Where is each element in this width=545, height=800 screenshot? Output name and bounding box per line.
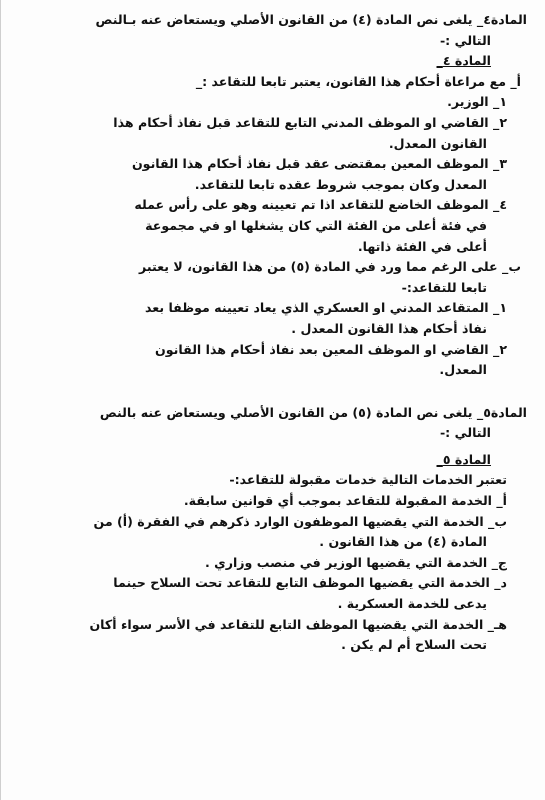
section4-para-b-l2: تابعا للتقاعد:- — [401, 279, 487, 295]
section4-b-item1-l1: ١_ المتقاعد المدني او العسكري الذي يعاد تعيينه موظفا بعد — [144, 300, 507, 316]
section4-a-item3-l1: ٣_ الموظف المعين بمقتضى عقد قبل نفاذ أحكام هذا القانون — [131, 156, 507, 172]
section4-heading: المادة ٤_ — [436, 53, 491, 69]
section5-item-b-l1: ب_ الخدمة التي يقضيها الموظفون الوارد ذكرهم في الفقرة (أ) من — [93, 513, 507, 529]
section5-heading-wrap — [23, 450, 527, 471]
section4-a-item1: ١_ الوزير. — [447, 94, 507, 110]
section5-lead: تعتبر الخدمات التالية خدمات مقبولة للتقاعد:- — [229, 472, 507, 488]
section4-b-item2-l2: المعدل. — [439, 362, 487, 378]
section4-para-a: أ_ مع مراعاة أحكام هذا القانون، يعتبر تابعا للتقاعد :_ — [195, 73, 521, 89]
section5-intro-line1: المادة٥_ يلغى نص المادة (٥) من القانون الأصلي ويستعاض عنه بالنص — [99, 404, 527, 420]
section4-heading-wrap — [23, 51, 527, 72]
section4-b-item2-l1: ٢_ القاضي او الموظف المعين بعد نفاذ أحكام هذا القانون — [155, 341, 507, 357]
section5-item-e-l1: هـ_ الخدمة التي يقضيها الموظف التابع للتقاعد في الأسر سواء أكان — [89, 616, 507, 632]
section4-a-item3-l2: المعدل وكان بموجب شروط عقده تابعا للتقاعد. — [194, 176, 487, 192]
section4-intro-line1: المادة٤_ يلغى نص المادة (٤) من القانون الأصلي ويستعاض عنه بـالنص — [95, 12, 527, 27]
section5-item-a: أ_ الخدمة المقبولة للتقاعد بموجب أي قوانين سابقة. — [183, 493, 507, 509]
section4-a-item4-l3: أعلى في الفئة ذاتها. — [357, 238, 487, 254]
section4-b-item1-l2: نفاذ أحكام هذا القانون المعدل . — [291, 320, 487, 336]
section5-item-b-l2: المادة (٤) من هذا القانون . — [319, 534, 487, 550]
section4-a-item2-l2: القانون المعدل. — [388, 135, 487, 151]
section4-para-b-l1: ب_ على الرغم مما ورد في المادة (٥) من هذا القانون، لا يعتبر — [138, 259, 521, 275]
section5-item-c: ج_ الخدمة التي يقضيها الوزير في منصب وزاري . — [205, 554, 507, 570]
section4-a-item2-l1: ٢_ القاضي او الموظف المدني التابع للتقاعد قبل نفاذ أحكام هذا — [113, 114, 507, 130]
section4-a-item4-l1: ٤_ الموظف الخاضع للتقاعد اذا تم تعيينه وهو على رأس عمله — [134, 197, 507, 213]
section5-item-d-l1: د_ الخدمة التي يقضيها الموظف التابع للتقاعد تحت السلاح حينما — [113, 575, 507, 591]
section5-item-d-l2: يدعى للخدمة العسكرية . — [337, 596, 487, 612]
section4-intro-line2: التالي :- — [439, 32, 491, 48]
section5-item-e-l2: تحت السلاح أم لم يكن . — [341, 637, 487, 653]
section5-heading: المادة ٥_ — [436, 451, 491, 467]
section4-a-item4-l2: في فئة أعلى من الفئة التي كان يشغلها او في مجموعة — [145, 217, 487, 233]
section5-intro-line2: التالي :- — [439, 425, 491, 441]
section-gap — [23, 381, 527, 403]
